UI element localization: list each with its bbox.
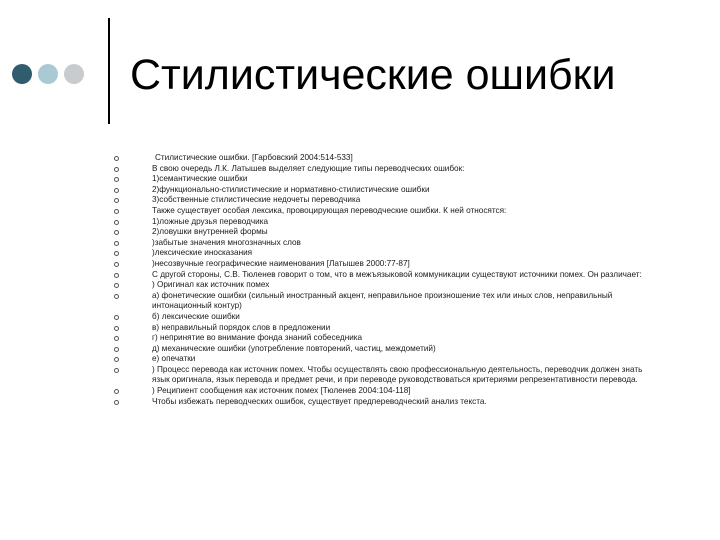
bullet-item: 2)ловушки внутренней формы bbox=[112, 227, 652, 238]
bullet-item: ) Оригинал как источник помех bbox=[112, 280, 652, 291]
bullet-item: 3)собственные стилистические недочеты переводчика bbox=[112, 195, 652, 206]
bullet-item: ) Процесс перевода как источник помех. Чтобы осуществлять свою профессиональную деятельность, переводчик должен знать язык оригинала, язык перевода и предмет речи, и при переводе руководствоваться критериями репрезентативности перевода. bbox=[112, 365, 652, 386]
bullet-item: 1)ложные друзья переводчика bbox=[112, 217, 652, 228]
bullet-item: Также существует особая лексика, провоцирующая переводческие ошибки. К ней относятся: bbox=[112, 206, 652, 217]
bullet-item: а) фонетические ошибки (сильный иностранный акцент, неправильное произношение тех или иных слов, неправильный интонационный контур) bbox=[112, 291, 652, 312]
light-teal-dot bbox=[38, 64, 58, 84]
bullet-item: Чтобы избежать переводческих ошибок, существует предпереводческий анализ текста. bbox=[112, 397, 652, 408]
bullet-item: )лексические иносказания bbox=[112, 248, 652, 259]
dark-teal-dot bbox=[12, 64, 32, 84]
slide-title: Стилистические ошибки bbox=[130, 51, 616, 99]
decorative-dots bbox=[12, 64, 102, 88]
bullet-item: )несозвучные географические наименования [Латышев 2000:77-87] bbox=[112, 259, 652, 270]
bullet-item: 2)функционально-стилистические и нормативно-стилистические ошибки bbox=[112, 185, 652, 196]
bullet-item: Стилистические ошибки. [Гарбовский 2004:514-533] bbox=[112, 153, 652, 164]
bullet-list bbox=[112, 153, 652, 407]
bullet-item: С другой стороны, С.В. Тюленев говорит о том, что в межъязыковой коммуникации существуют источники помех. Он различает: bbox=[112, 270, 652, 281]
bullet-item: ) Реципиент сообщения как источник помех [Тюленев 2004:104-118] bbox=[112, 386, 652, 397]
bullet-item: в) неправильный порядок слов в предложении bbox=[112, 323, 652, 334]
bullet-item: )забытые значения многозначных слов bbox=[112, 238, 652, 249]
bullet-item: 1)семантические ошибки bbox=[112, 174, 652, 185]
bullet-item: г) непринятие во внимание фонда знаний собеседника bbox=[112, 333, 652, 344]
bullet-item: д) механические ошибки (употребление повторений, частиц, междометий) bbox=[112, 344, 652, 355]
gray-dot bbox=[64, 64, 84, 84]
bullet-item: В свою очередь Л.К. Латышев выделяет следующие типы переводческих ошибок: bbox=[112, 164, 652, 175]
title-divider-line bbox=[108, 18, 110, 124]
bullet-item: б) лексические ошибки bbox=[112, 312, 652, 323]
bullet-item: е) опечатки bbox=[112, 354, 652, 365]
